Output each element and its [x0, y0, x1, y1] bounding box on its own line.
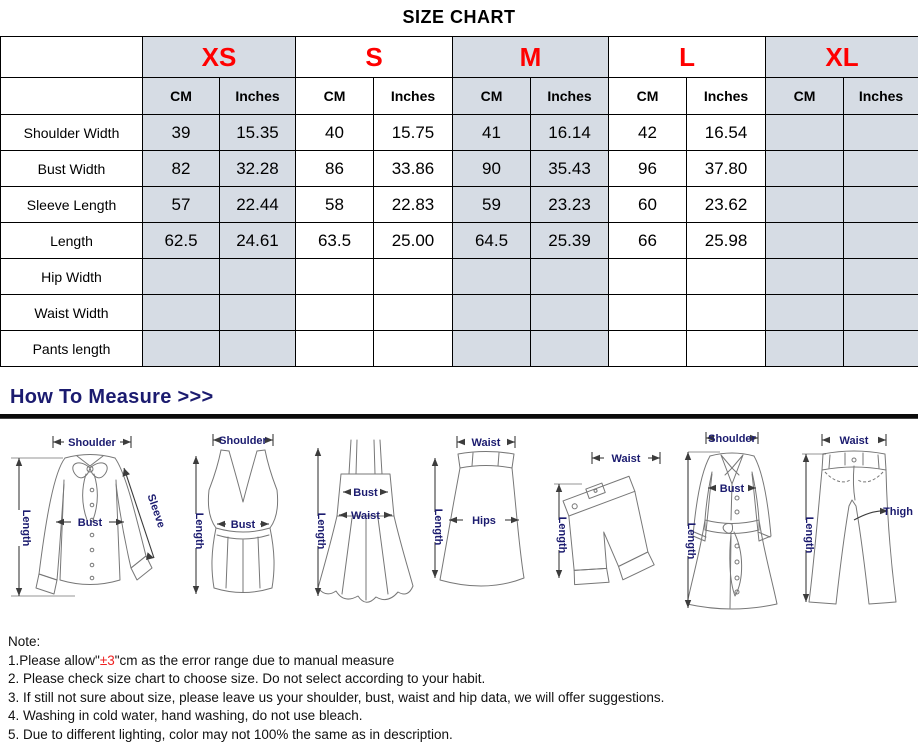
- value-cell: [766, 187, 844, 223]
- unit-header-cell: CM: [453, 78, 531, 115]
- value-cell: [687, 259, 766, 295]
- size-header-cell: XL: [766, 37, 918, 78]
- value-cell: [531, 331, 609, 367]
- value-cell: [844, 295, 918, 331]
- pants-waist-label: Waist: [839, 435, 869, 447]
- figure-skirt: [427, 428, 537, 620]
- skirt-hips-label: Hips: [472, 515, 497, 527]
- pants-drawing: [809, 451, 896, 604]
- table-row: [1, 295, 918, 331]
- value-cell: [220, 295, 296, 331]
- row-label: Shoulder Width: [1, 115, 143, 151]
- value-cell: [453, 295, 531, 331]
- row-label: Sleeve Length: [1, 187, 143, 223]
- value-cell: 25.00: [374, 223, 453, 259]
- value-cell: [766, 259, 844, 295]
- value-cell: 64.5: [453, 223, 531, 259]
- value-cell: 41: [453, 115, 531, 151]
- value-cell: 16.14: [531, 115, 609, 151]
- corner-cell: [1, 78, 143, 115]
- measure-figures: [0, 419, 918, 622]
- value-cell: 96: [609, 151, 687, 187]
- row-label: Length: [1, 223, 143, 259]
- unit-header-cell: Inches: [531, 78, 609, 115]
- note-line-1: [8, 652, 918, 671]
- notes-heading: Note:: [8, 634, 41, 649]
- pants-thigh-label: Thigh: [883, 506, 913, 518]
- notes-section: [8, 633, 918, 745]
- tank-bust-label: Bust: [230, 519, 256, 531]
- tank-length-label: Length: [192, 512, 205, 550]
- note-text: 1.Please allow": [8, 652, 100, 668]
- value-cell: 58: [296, 187, 374, 223]
- value-cell: 82: [143, 151, 220, 187]
- coat-shoulder-label: Shoulder: [708, 433, 756, 445]
- value-cell: [844, 115, 918, 151]
- row-label: Hip Width: [1, 259, 143, 295]
- figure-pants: [792, 428, 915, 620]
- skirt-length-label: Length: [432, 508, 445, 546]
- value-cell: 24.61: [220, 223, 296, 259]
- value-cell: [766, 151, 844, 187]
- unit-header-cell: CM: [609, 78, 687, 115]
- table-row: [1, 187, 918, 223]
- figure-dress: [308, 428, 423, 620]
- value-cell: [844, 151, 918, 187]
- value-cell: 59: [453, 187, 531, 223]
- value-cell: [220, 259, 296, 295]
- value-cell: [531, 295, 609, 331]
- value-cell: [609, 259, 687, 295]
- coat-bust-label: Bust: [719, 483, 745, 495]
- value-cell: [609, 331, 687, 367]
- size-header-cell: S: [296, 37, 453, 78]
- pants-length-label: Length: [802, 516, 815, 554]
- value-cell: [687, 331, 766, 367]
- value-cell: 90: [453, 151, 531, 187]
- value-cell: 35.43: [531, 151, 609, 187]
- value-cell: [609, 295, 687, 331]
- figure-tank-top: [183, 428, 303, 620]
- value-cell: [687, 295, 766, 331]
- value-cell: [374, 331, 453, 367]
- note-line-5: 5. Due to different lighting, color may not 100% the same as in description.: [8, 726, 453, 742]
- row-label: Pants length: [1, 331, 143, 367]
- dress-waist-label: Waist: [350, 510, 380, 522]
- value-cell: 40: [296, 115, 374, 151]
- value-cell: 60: [609, 187, 687, 223]
- figure-shorts: [542, 428, 667, 620]
- corner-cell: [1, 37, 143, 78]
- value-cell: [143, 259, 220, 295]
- size-header-cell: M: [453, 37, 609, 78]
- value-cell: 15.35: [220, 115, 296, 151]
- coat-drawing: [687, 453, 777, 609]
- value-cell: 23.23: [531, 187, 609, 223]
- how-to-measure-heading: How To Measure >>>: [10, 386, 214, 408]
- note-line-2: 2. Please check size chart to choose size. Do not select according to your habit.: [8, 671, 486, 687]
- value-cell: 23.62: [687, 187, 766, 223]
- figure-blouse: [3, 428, 178, 620]
- dress-bust-label: Bust: [352, 487, 378, 499]
- page-title: SIZE CHART: [402, 7, 516, 27]
- row-label: Waist Width: [1, 295, 143, 331]
- value-cell: 37.80: [687, 151, 766, 187]
- value-cell: [844, 331, 918, 367]
- table-row: [1, 223, 918, 259]
- value-cell: [143, 295, 220, 331]
- unit-header-cell: Inches: [374, 78, 453, 115]
- blouse-sleeve-label: Sleeve: [144, 492, 168, 530]
- coat-length-label: Length: [685, 522, 698, 560]
- unit-header-cell: Inches: [687, 78, 766, 115]
- value-cell: [296, 331, 374, 367]
- value-cell: [143, 331, 220, 367]
- value-cell: 62.5: [143, 223, 220, 259]
- error-range-value: ±3: [99, 652, 115, 668]
- value-cell: 16.54: [687, 115, 766, 151]
- table-row: [1, 259, 918, 295]
- table-row: [1, 151, 918, 187]
- value-cell: [766, 331, 844, 367]
- value-cell: [766, 223, 844, 259]
- shorts-waist-label: Waist: [611, 453, 641, 465]
- value-cell: [453, 331, 531, 367]
- table-row: [1, 115, 918, 151]
- row-label: Bust Width: [1, 151, 143, 187]
- value-cell: 42: [609, 115, 687, 151]
- unit-header-cell: Inches: [844, 78, 918, 115]
- unit-header-cell: CM: [766, 78, 844, 115]
- skirt-waist-label: Waist: [472, 437, 501, 449]
- value-cell: [220, 331, 296, 367]
- value-cell: 57: [143, 187, 220, 223]
- size-chart-table: [0, 36, 918, 367]
- size-chart-header: [1, 37, 918, 115]
- unit-header-cell: CM: [296, 78, 374, 115]
- value-cell: [374, 295, 453, 331]
- note-text: "cm as the error range due to manual measure: [114, 652, 395, 668]
- blouse-bust-label: Bust: [77, 517, 103, 529]
- value-cell: [296, 259, 374, 295]
- value-cell: 25.39: [531, 223, 609, 259]
- value-cell: 86: [296, 151, 374, 187]
- value-cell: [766, 295, 844, 331]
- figure-coat: [672, 428, 787, 620]
- tank-shoulder-label: Shoulder: [218, 435, 267, 447]
- value-cell: 39: [143, 115, 220, 151]
- dress-length-label: Length: [314, 512, 327, 550]
- value-cell: 63.5: [296, 223, 374, 259]
- value-cell: [531, 259, 609, 295]
- value-cell: [766, 115, 844, 151]
- value-cell: 25.98: [687, 223, 766, 259]
- unit-header-cell: Inches: [220, 78, 296, 115]
- value-cell: 22.83: [374, 187, 453, 223]
- blouse-shoulder-label: Shoulder: [68, 437, 116, 449]
- note-line-4: 4. Washing in cold water, hand washing, do not use bleach.: [8, 708, 363, 724]
- value-cell: 33.86: [374, 151, 453, 187]
- value-cell: [844, 187, 918, 223]
- value-cell: 15.75: [374, 115, 453, 151]
- value-cell: 66: [609, 223, 687, 259]
- size-header-cell: XS: [143, 37, 296, 78]
- value-cell: [296, 295, 374, 331]
- value-cell: [374, 259, 453, 295]
- note-line-3: 3. If still not sure about size, please leave us your shoulder, bust, waist and hip data, we will offer suggestions.: [8, 689, 665, 705]
- value-cell: 32.28: [220, 151, 296, 187]
- size-header-cell: L: [609, 37, 766, 78]
- size-chart-body: [1, 115, 918, 367]
- shorts-length-label: Length: [556, 516, 569, 554]
- value-cell: [453, 259, 531, 295]
- value-cell: [844, 223, 918, 259]
- value-cell: [844, 259, 918, 295]
- unit-header-cell: CM: [143, 78, 220, 115]
- blouse-length-label: Length: [20, 509, 32, 547]
- table-row: [1, 331, 918, 367]
- value-cell: 22.44: [220, 187, 296, 223]
